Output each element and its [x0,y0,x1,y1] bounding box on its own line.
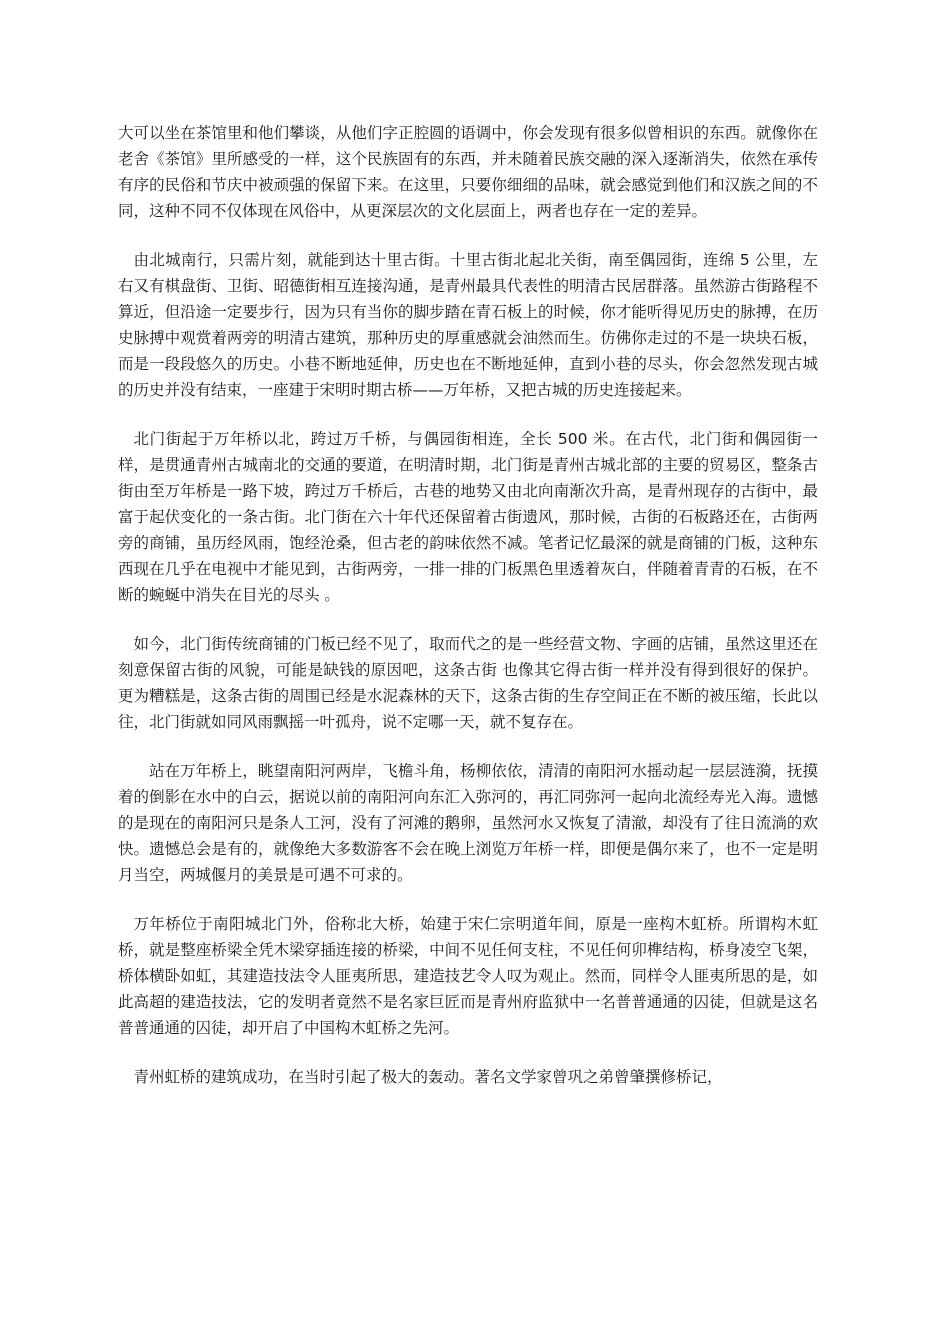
paragraph-2: 由北城南行，只需片刻，就能到达十里古街。十里古街北起北关街，南至偶园街，连绵 5 公里，左右又有棋盘街、卫街、昭德街相互连接沟通，是青州最具代表性的明清古民居群落。虽然游古街路程不算近，但沿途一定要步行，因为只有当你的脚步踏在青石板上的时候，你才能听得见历史的脉搏，在历史脉搏中观赏着两旁的明清古建筑，那种历史的厚重感就会油然而生。仿佛你走过的不是一块块石板，而是一段段悠久的历史。小巷不断地延伸，历史也在不断地延伸，直到小巷的尽头，你会忽然发现古城的历史并没有结束，一座建于宋明时期古桥——万年桥，又把古城的历史连接起来。 [118,251,818,399]
paragraph-6: 万年桥位于南阳城北门外，俗称北大桥，始建于宋仁宗明道年间，原是一座构木虹桥。所谓构木虹桥，就是整座桥梁全凭木梁穿插连接的桥梁，中间不见任何支柱，不见任何卯榫结构，桥身凌空飞架，桥体横卧如虹，其建造技法令人匪夷所思，建造技艺令人叹为观止。然而，同样令人匪夷所思的是，如此高超的建造技法，它的发明者竟然不是名家巨匠而是青州府监狱中一名普普通通的囚徒，但就是这名普普通通的囚徒，却开启了中国构木虹桥之先河。 [118,915,818,1037]
paragraph-1: 大可以坐在茶馆里和他们攀谈，从他们字正腔圆的语调中，你会发现有很多似曾相识的东西。就像你在老舍《茶馆》里所感受的一样，这个民族固有的东西，并未随着民族交融的深入逐渐消失，依然在承传有序的民俗和节庆中被顽强的保留下来。在这里，只要你细细的品味，就会感觉到他们和汉族之间的不同，这种不同不仅体现在风俗中，从更深层次的文化层面上，两者也存在一定的差异。 [118,124,818,220]
paragraph-5: 站在万年桥上，眺望南阳河两岸，飞檐斗角，杨柳依依，清清的南阳河水摇动起一层层涟漪，抚摸着的倒影在水中的白云，据说以前的南阳河向东汇入弥河的，再汇同弥河一起向北流经寿光入海。遗憾的是现在的南阳河只是条人工河，没有了河滩的鹅卵，虽然河水又恢复了清澈，却没有了往日流淌的欢快。遗憾总会是有的，就像绝大多数游客不会在晚上浏览万年桥一样，即便是偶尔来了，也不一定是明月当空，两城偃月的美景是可遇不可求的。 [118,762,818,884]
paragraph-4: 如今，北门街传统商铺的门板已经不见了，取而代之的是一些经营文物、字画的店铺，虽然这里还在刻意保留古街的风貌，可能是缺钱的原因吧，这条古街 也像其它得古街一样并没有得到很好的保护。更为糟糕是，这条古街的周围已经是水泥森林的天下，这条古街的生存空间正在不断的被压缩，长此以往，北门街就如同风雨飘摇一叶孤舟，说不定哪一天，就不复存在。 [118,635,818,731]
paragraph-7: 青州虹桥的建筑成功，在当时引起了极大的轰动。著名文学家曾巩之弟曾肇撰修桥记， [133,1068,723,1086]
paragraph-3: 北门街起于万年桥以北，跨过万千桥，与偶园街相连，全长 500 米。在古代，北门街和偶园街一样，是贯通青州古城南北的交通的要道，在明清时期，北门街是青州古城北部的主要的贸易区，整条古街由至万年桥是一路下坡，跨过万千桥后，古巷的地势又由北向南渐次升高，是青州现存的古街中，最富于起伏变化的一条古街。北门街在六十年代还保留着古街遗风，那时候，古街的石板路还在，古街两旁的商铺，虽历经风雨，饱经沧桑，但古老的韵味依然不减。笔者记忆最深的就是商铺的门板，这种东西现在几乎在电视中才能见到，古街两旁，一排一排的门板黑色里透着灰白，伴随着青青的石板，在不断的蜿蜒中消失在目光的尽头 。 [118,430,818,604]
document-body [118,120,818,1113]
